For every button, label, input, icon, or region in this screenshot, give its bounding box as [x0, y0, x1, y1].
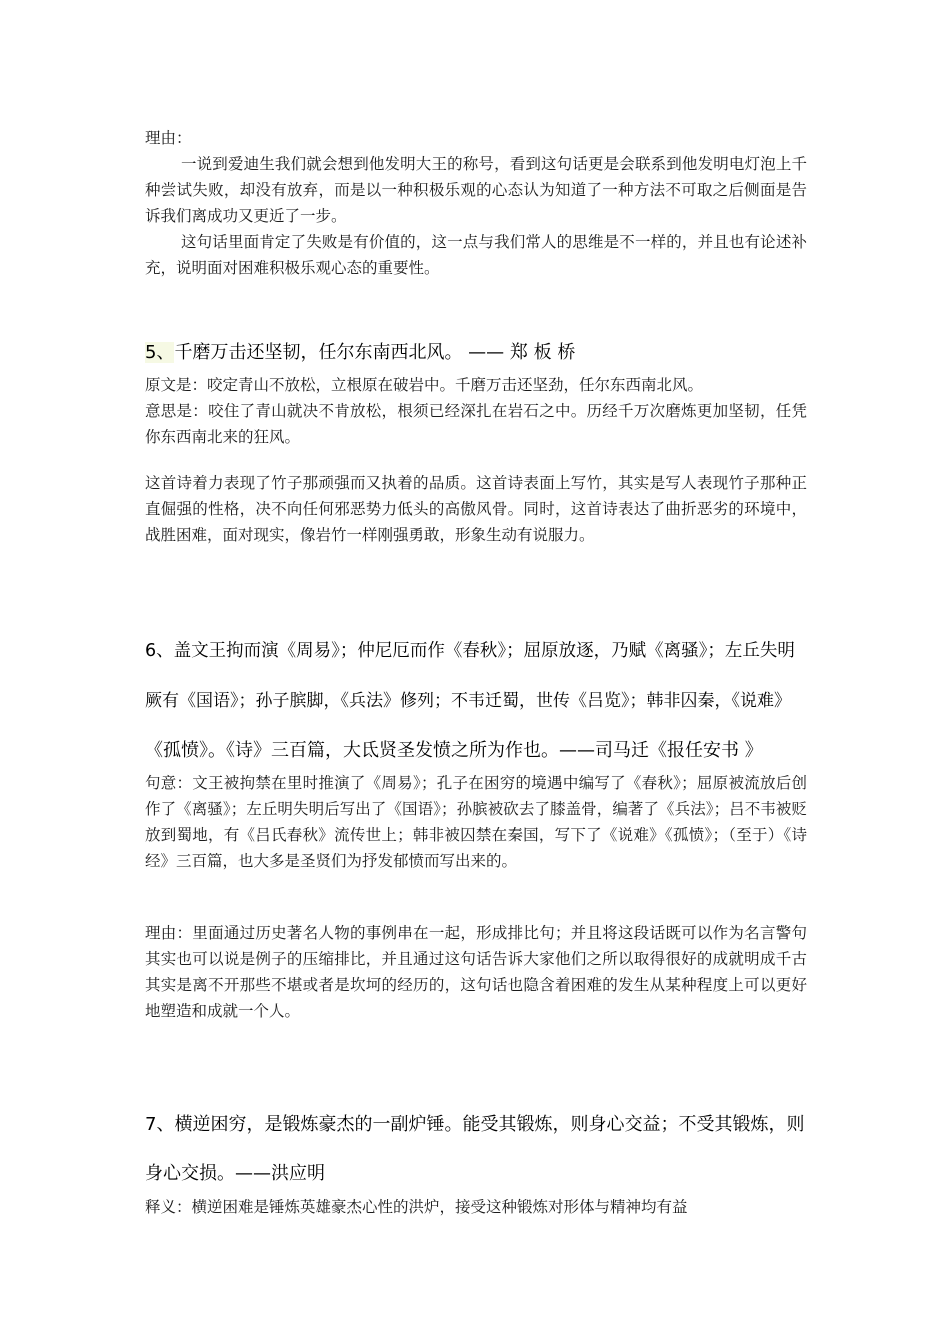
section-6-heading-line-3: 《孤愤》。《诗》三百篇，大氐贤圣发愤之所为作也。——司马迁《报任安书 》	[145, 740, 763, 761]
section-5-meaning: 意思是：咬住了青山就决不肯放松，根须已经深扎在岩石之中。历经千万次磨炼更加坚韧，任凭你东西南北来的狂风。	[145, 402, 807, 446]
section-6-reason	[145, 920, 807, 1024]
section-6-heading-line-1: 6、盖文王拘而演《周易》；仲尼厄而作《春秋》；屈原放逐，乃赋《离骚》；左丘失明	[145, 641, 795, 661]
section-7-heading-line-2: 身心交损。——洪应明	[145, 1163, 325, 1184]
intro-paragraph-1: 一说到爱迪生我们就会想到他发明大王的称号，看到这句话更是会联系到他发明电灯泡上千种尝试失败，却没有放弃，而是以一种积极乐观的心态认为知道了一种方法不可取之后侧面是告诉我们离成功又更近了一步。	[145, 155, 807, 225]
intro-paragraph-2: 这句话里面肯定了失败是有价值的，这一点与我们常人的思维是不一样的，并且也有论述补充，说明面对困难积极乐观心态的重要性。	[145, 233, 807, 277]
section-5-explanation	[145, 372, 807, 450]
section-5-title: 千磨万击还坚韧，任尔东南西北风。 —— 郑 板 桥	[174, 342, 576, 363]
section-6-heading-line-2: 厥有《国语》；孙子膑脚，《兵法》修列；不韦迁蜀，世传《吕览》；韩非囚秦，《说难》	[145, 691, 791, 711]
intro-section	[145, 125, 807, 281]
section-5-analysis-text: 这首诗着力表现了竹子那顽强而又执着的品质。这首诗表面上写竹，其实是写人表现竹子那种正直倔强的性格，决不向任何邪恶势力低头的高傲风骨。同时，这首诗表达了曲折恶劣的环境中，战胜困难，面对现实，像岩竹一样刚强勇敢，形象生动有说服力。	[145, 474, 807, 544]
section-7-meaning-text: 释义：横逆困难是锤炼英雄豪杰心性的洪炉，接受这种锻炼对形体与精神均有益	[145, 1198, 688, 1216]
section-5-heading	[145, 338, 807, 364]
section-7-meaning	[145, 1194, 807, 1220]
section-5-number: 5、	[145, 342, 175, 363]
section-6-reason-text: 理由：里面通过历史著名人物的事例串在一起，形成排比句；并且将这段话既可以作为名言警句其实也可以说是例子的压缩排比，并且通过这句话告诉大家他们之所以取得很好的成就明成千古其实是离不开那些不堪或者是坎坷的经历的，这句话也隐含着困难的发生从某种程度上可以更好地塑造和成就一个人。	[145, 924, 807, 1020]
section-6-meaning	[145, 770, 807, 874]
section-5-analysis	[145, 470, 807, 548]
section-7-heading-line-1: 7、横逆困穷，是锻炼豪杰的一副炉锤。能受其锻炼，则身心交益；不受其锻炼，则	[145, 1114, 805, 1135]
section-5-original: 原文是：咬定青山不放松，立根原在破岩中。千磨万击还坚劲，任尔东西南北风。	[145, 376, 704, 394]
section-6-meaning-text: 句意：文王被拘禁在里时推演了《周易》；孔子在困穷的境遇中编写了《春秋》；屈原被流放后创作了《离骚》；左丘明失明后写出了《国语》；孙膑被砍去了膝盖骨，编著了《兵法》；吕不韦被贬放到蜀地，有《吕氏春秋》流传世上；韩非被囚禁在秦国，写下了《说难》《孤愤》；（至于）《诗经》三百篇，也大多是圣贤们为抒发郁愤而写出来的。	[145, 774, 807, 870]
reason-label: 理由：	[145, 129, 192, 147]
